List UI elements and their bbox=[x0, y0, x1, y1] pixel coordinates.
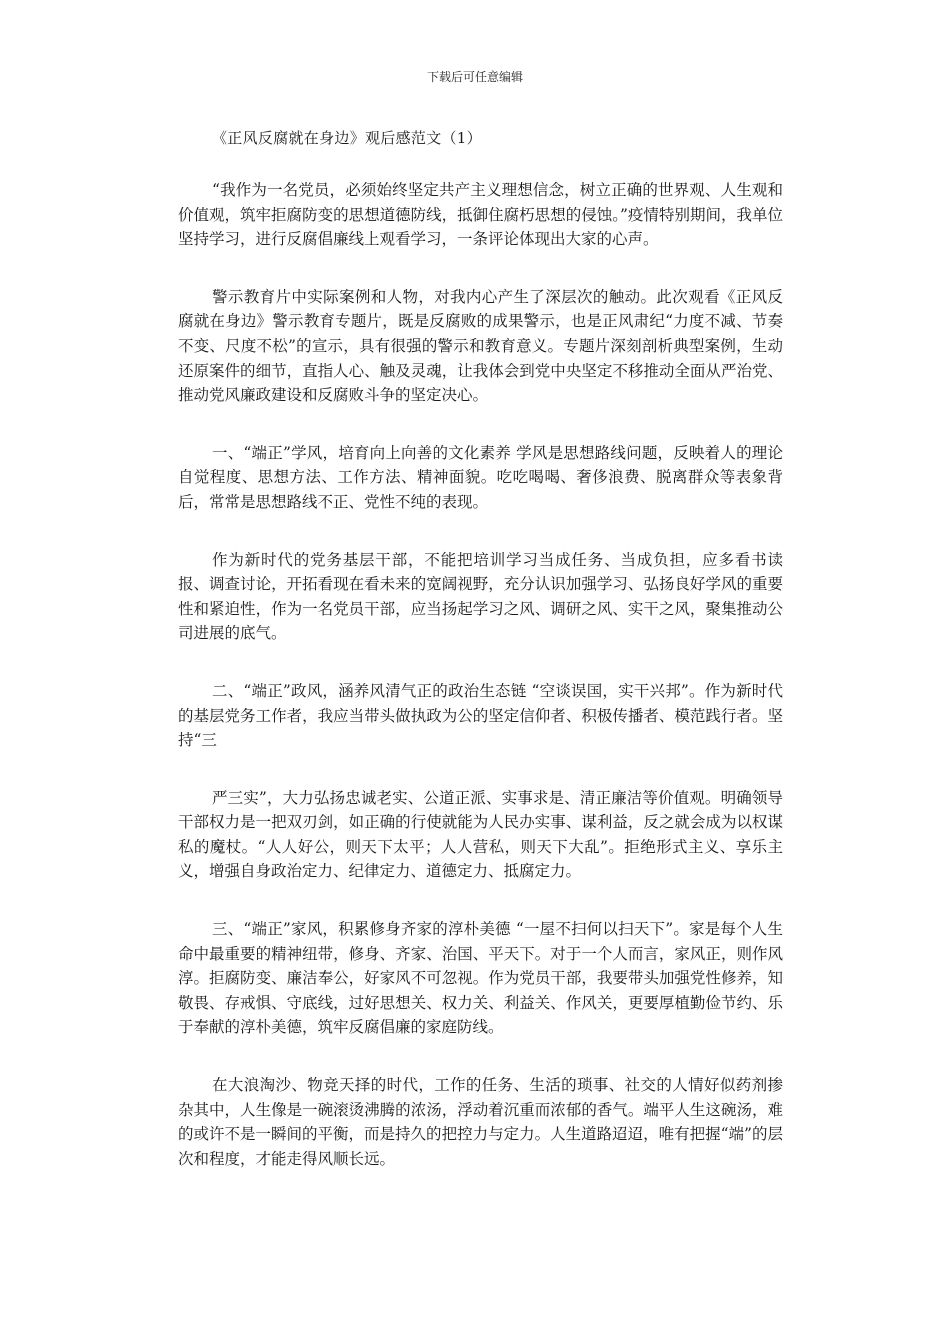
paragraph-7: 三、“端正”家风，积累修身齐家的淳朴美德 “一屋不扫何以扫天下”。家是每个人生命中最重要的精神纽带，修身、齐家、治国、平天下。对于一个人而言，家风正，则作风淳。拒腐防变、廉洁奉公，好家风不可忽视。作为党员干部，我要带头加强党性修养，知敬畏、存戒惧、守底线，过好思想关、权力关、利益关、作风关，更要厚植勤俭节约、乐于奉献的淳朴美德，筑牢反腐倡廉的家庭防线。 bbox=[178, 920, 783, 1037]
paragraph-3: 一、“端正”学风，培育向上向善的文化素养 学风是思想路线问题，反映着人的理论自觉程度、思想方法、工作方法、精神面貌。吃吃喝喝、奢侈浪费、脱离群众等表象背后，常常是思想路线不正、党性不纯的表现。 bbox=[178, 443, 783, 511]
paragraph-6: 严三实”，大力弘扬忠诚老实、公道正派、实事求是、清正廉洁等价值观。明确领导干部权力是一把双刃剑，如正确的行使就能为人民办实事、谋利益，反之就会成为以权谋私的魔杖。“人人好公，则天下太平；人人营私，则天下大乱”。拒绝形式主义、享乐主义，增强自身政治定力、纪律定力、道德定力、抵腐定力。 bbox=[178, 788, 783, 881]
download-note: 下载后可任意编辑 bbox=[426, 70, 523, 84]
paragraph-2: 警示教育片中实际案例和人物，对我内心产生了深层次的触动。此次观看《正风反腐就在身边》警示教育专题片，既是反腐败的成果警示，也是正风肃纪“力度不减、节奏不变、尺度不松”的宣示，具有很强的警示和教育意义。专题片深刻剖析典型案例，生动还原案件的细节，直指人心、触及灵魂，让我体会到党中央坚定不移推动全面从严治党、推动党风廉政建设和反腐败斗争的坚定决心。 bbox=[178, 287, 783, 405]
paragraph-4: 作为新时代的党务基层干部，不能把培训学习当成任务、当成负担，应多看书读报、调查讨论，开拓看现在看未来的宽阔视野，充分认识加强学习、弘扬良好学风的重要性和紧迫性，作为一名党员干部，应当扬起学习之风、调研之风、实干之风，聚集推动公司进展的底气。 bbox=[178, 550, 783, 643]
paragraph-8: 在大浪淘沙、物竞天择的时代，工作的任务、生活的琐事、社交的人情好似药剂掺杂其中，人生像是一碗滚烫沸腾的浓汤，浮动着沉重而浓郁的香气。端平人生这碗汤，难的或许不是一瞬间的平衡，而是持久的把控力与定力。人生道路迢迢，唯有把握“端”的层次和程度，才能走得风顺长远。 bbox=[178, 1076, 783, 1168]
document-title: 《正风反腐就在身边》观后感范文（1） bbox=[212, 129, 482, 147]
paragraph-1: “我作为一名党员，必须始终坚定共产主义理想信念，树立正确的世界观、人生观和价值观，筑牢拒腐防变的思想道德防线，抵御住腐朽思想的侵蚀。”疫情特别期间，我单位坚持学习，进行反腐倡廉线上观看学习，一条评论体现出大家的心声。 bbox=[178, 181, 783, 249]
paragraph-5: 二、“端正”政风，涵养风清气正的政治生态链 “空谈误国，实干兴邦”。作为新时代的基层党务工作者，我应当带头做执政为公的坚定信仰者、积极传播者、模范践行者。坚持“三 bbox=[178, 681, 783, 750]
document-body bbox=[178, 178, 783, 1204]
